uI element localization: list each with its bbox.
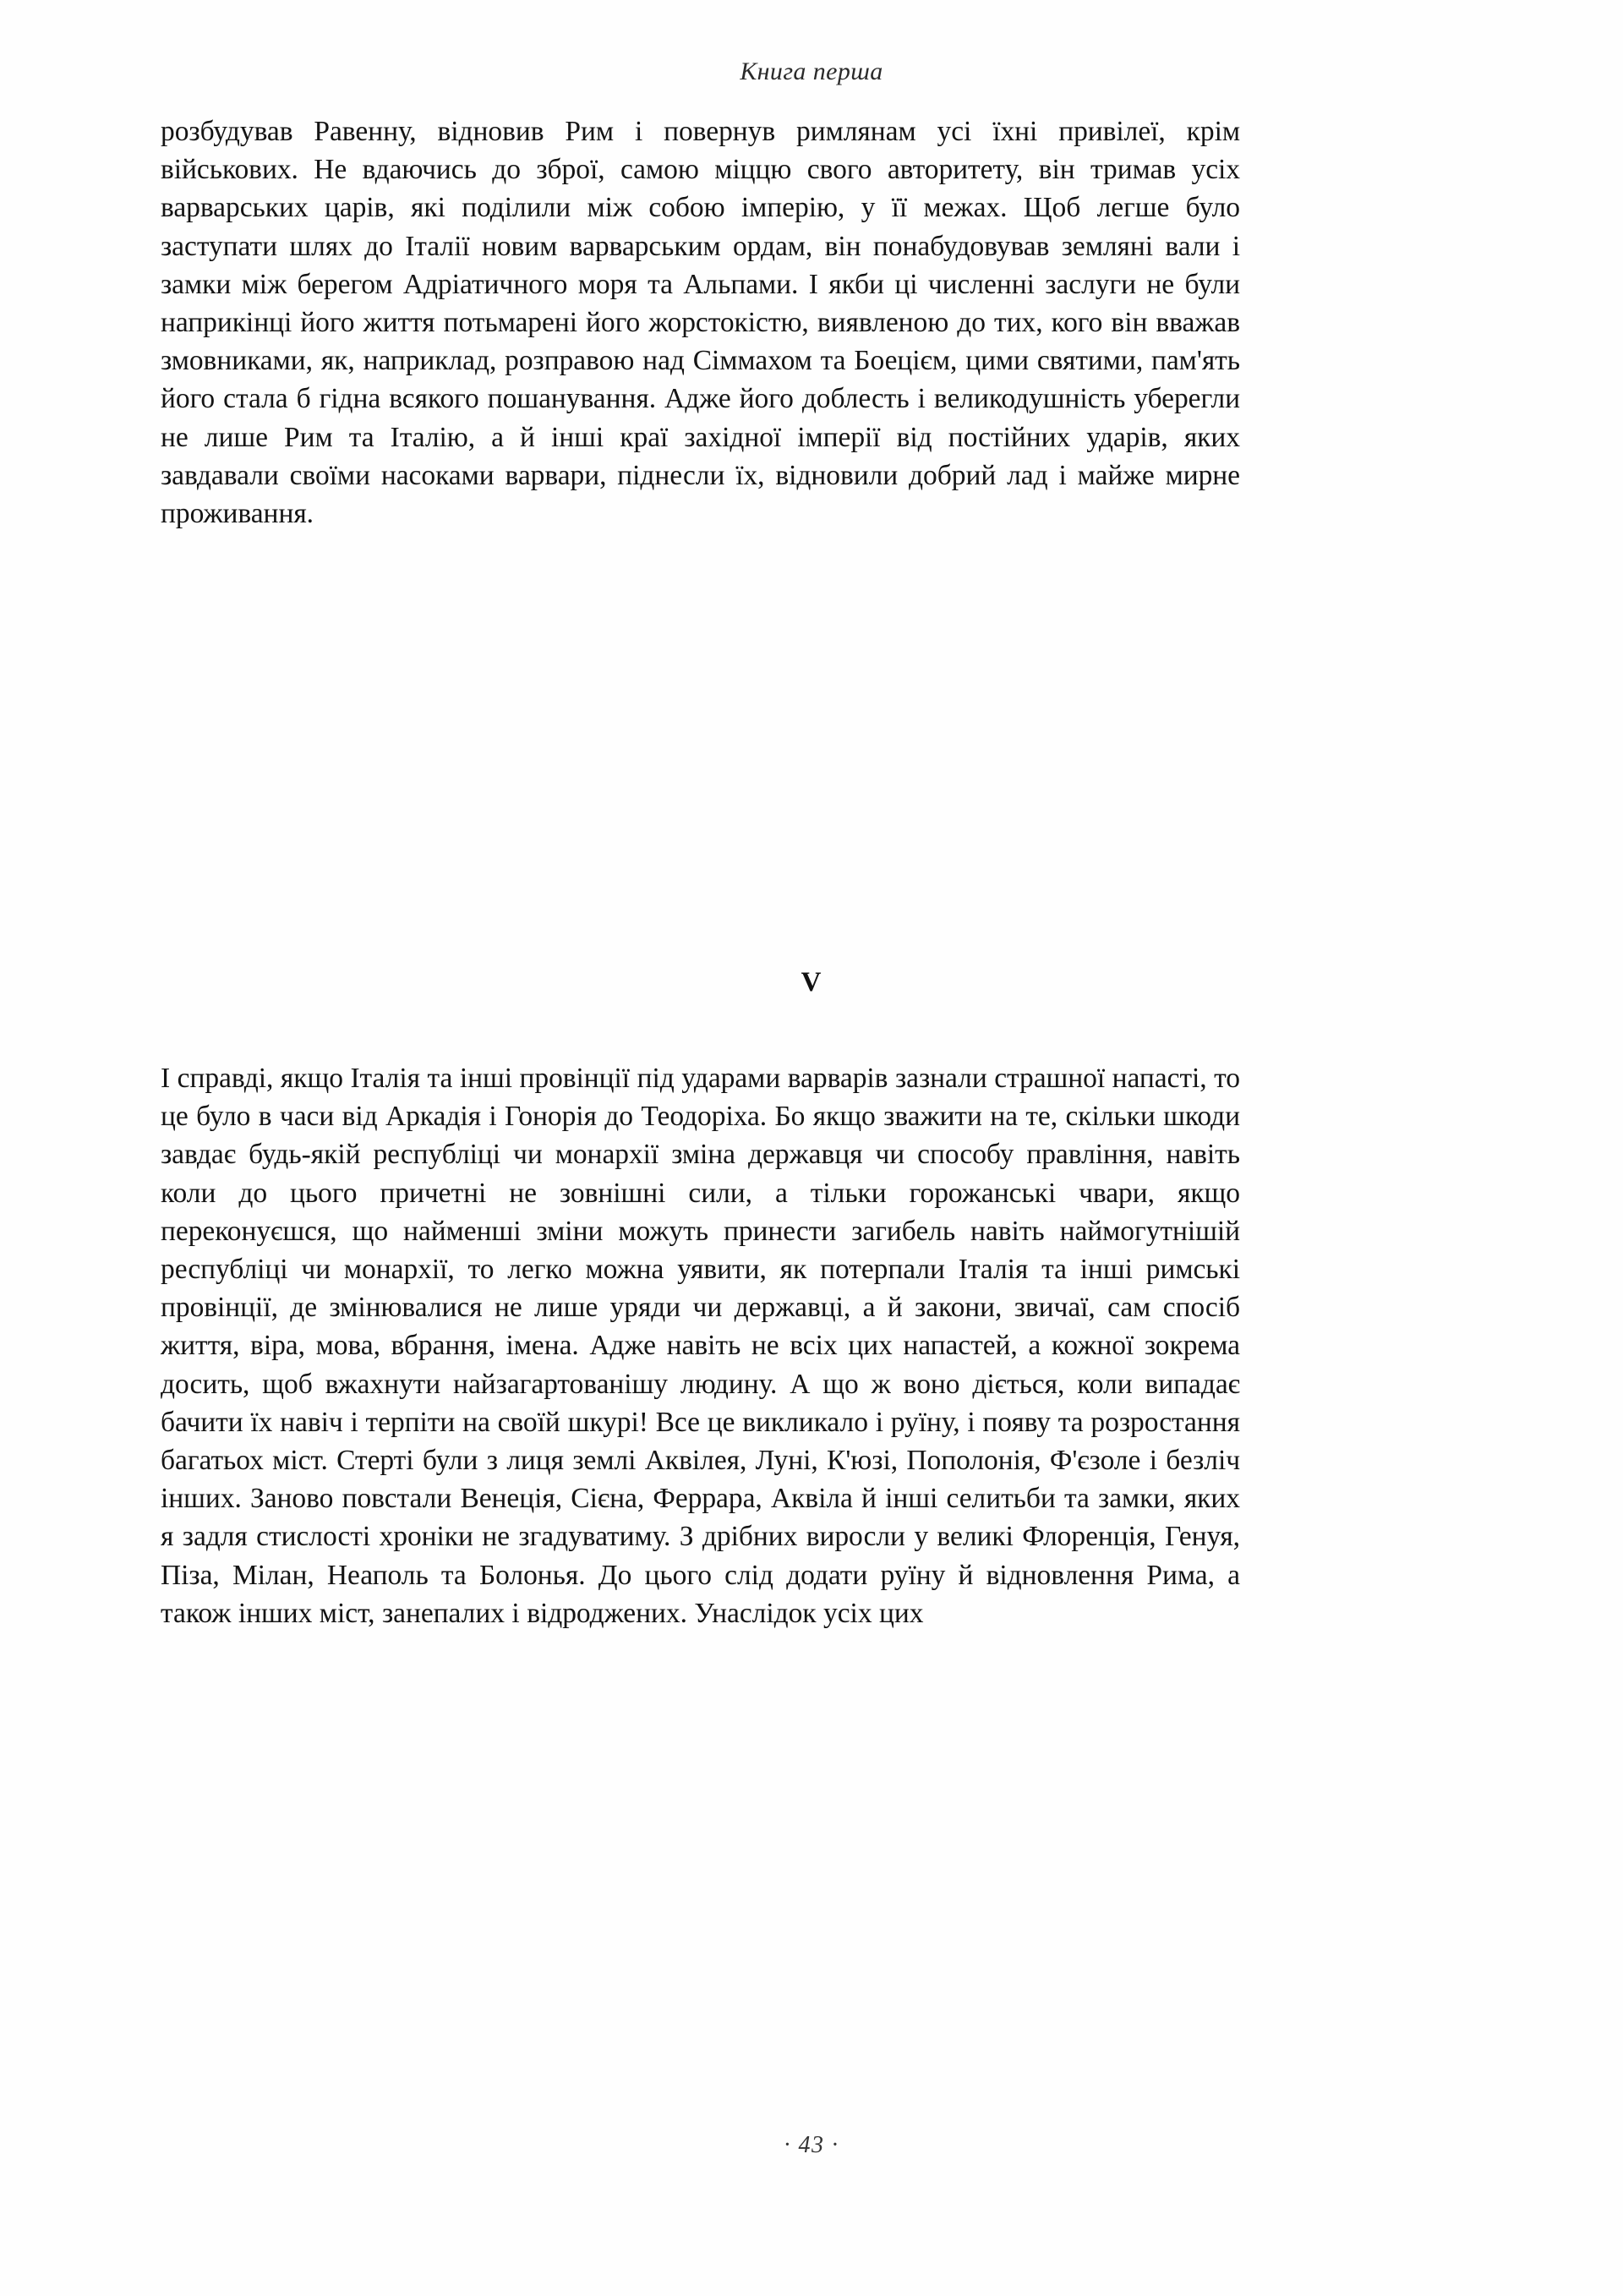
page-number: · 43 · <box>784 2132 839 2158</box>
paragraph-section-five: І справді, якщо Італія та інші провінції під ударами варварів зазнали страшної напасті, то це було в часи від Аркадія і Гонорія до Теодоріха. Бо якщо зважити на те, скільки шкоди завдає будь-якій республіці чи монархії зміна державця чи способу правління, навіть коли до цього причетні не зовнішні сили, а тільки горожанські чвари, якщо переконуєшся, що найменші зміни можуть принести загибель навіть наймогутнішій республіці чи монархії, то легко можна уявити, як потерпали Італія та інші римські провінції, де змінювалися не лише уряди чи державці, а й закони, звичаї, сам спосіб життя, віра, мова, вбрання, імена. Адже навіть не всіх цих напастей, а кожної зокрема досить, щоб вжахнути найзагартованішу людину. А що ж воно діється, коли випадає бачити їх навіч і терпіти на своїй шкурі! Все це викликало і руїну, і появу та розростання багатьох міст. Стерті були з лиця землі Аквілея, Луні, К'юзі, Пополонія, Ф'єзоле і безліч інших. Заново повстали Венеція, Сієна, Феррара, Аквіла й інші селитьби та замки, яких я задля стислості хроніки не згадуватиму. З дрібних виросли у великі Флоренція, Генуя, Піза, Мілан, Неаполь та Болонья. До цього слід додати руїну й відновлення Рима, а також інших міст, занепалих і відроджених. Унаслідок усіх цих <box>161 1063 1240 1629</box>
body-text-block-two <box>161 1059 1240 1632</box>
body-text-block-one <box>161 112 1240 533</box>
paragraph-continued: розбудував Равенну, відновив Рим і повернув римлянам усі їхні привілеї, крім військових. Не вдаючись до зброї, самою міццю свого авторитету, він тримав усіх варварських царів, які поділили між собою імперію, у її межах. Щоб легше було заступати шлях до Італії новим варварським ордам, він понабудовував земляні вали і замки між берегом Адріатичного моря та Альпами. І якби ці численні заслуги не були наприкінці його життя потьмарені його жорстокістю, виявленою до тих, кого він вважав змовниками, як, наприклад, розправою над Сіммахом та Боецієм, цими святими, пам'ять його стала б гідна всякого пошанування. Адже його доблесть і великодушність уберегли не лише Рим та Італію, а й інші краї західної імперії від постійних ударів, яких завдавали своїми насоками варвари, піднесли їх, відновили добрий лад і майже мирне проживання. <box>161 116 1240 530</box>
running-head: Книга перша <box>740 57 883 85</box>
section-heading-roman-numeral: V <box>801 967 822 998</box>
